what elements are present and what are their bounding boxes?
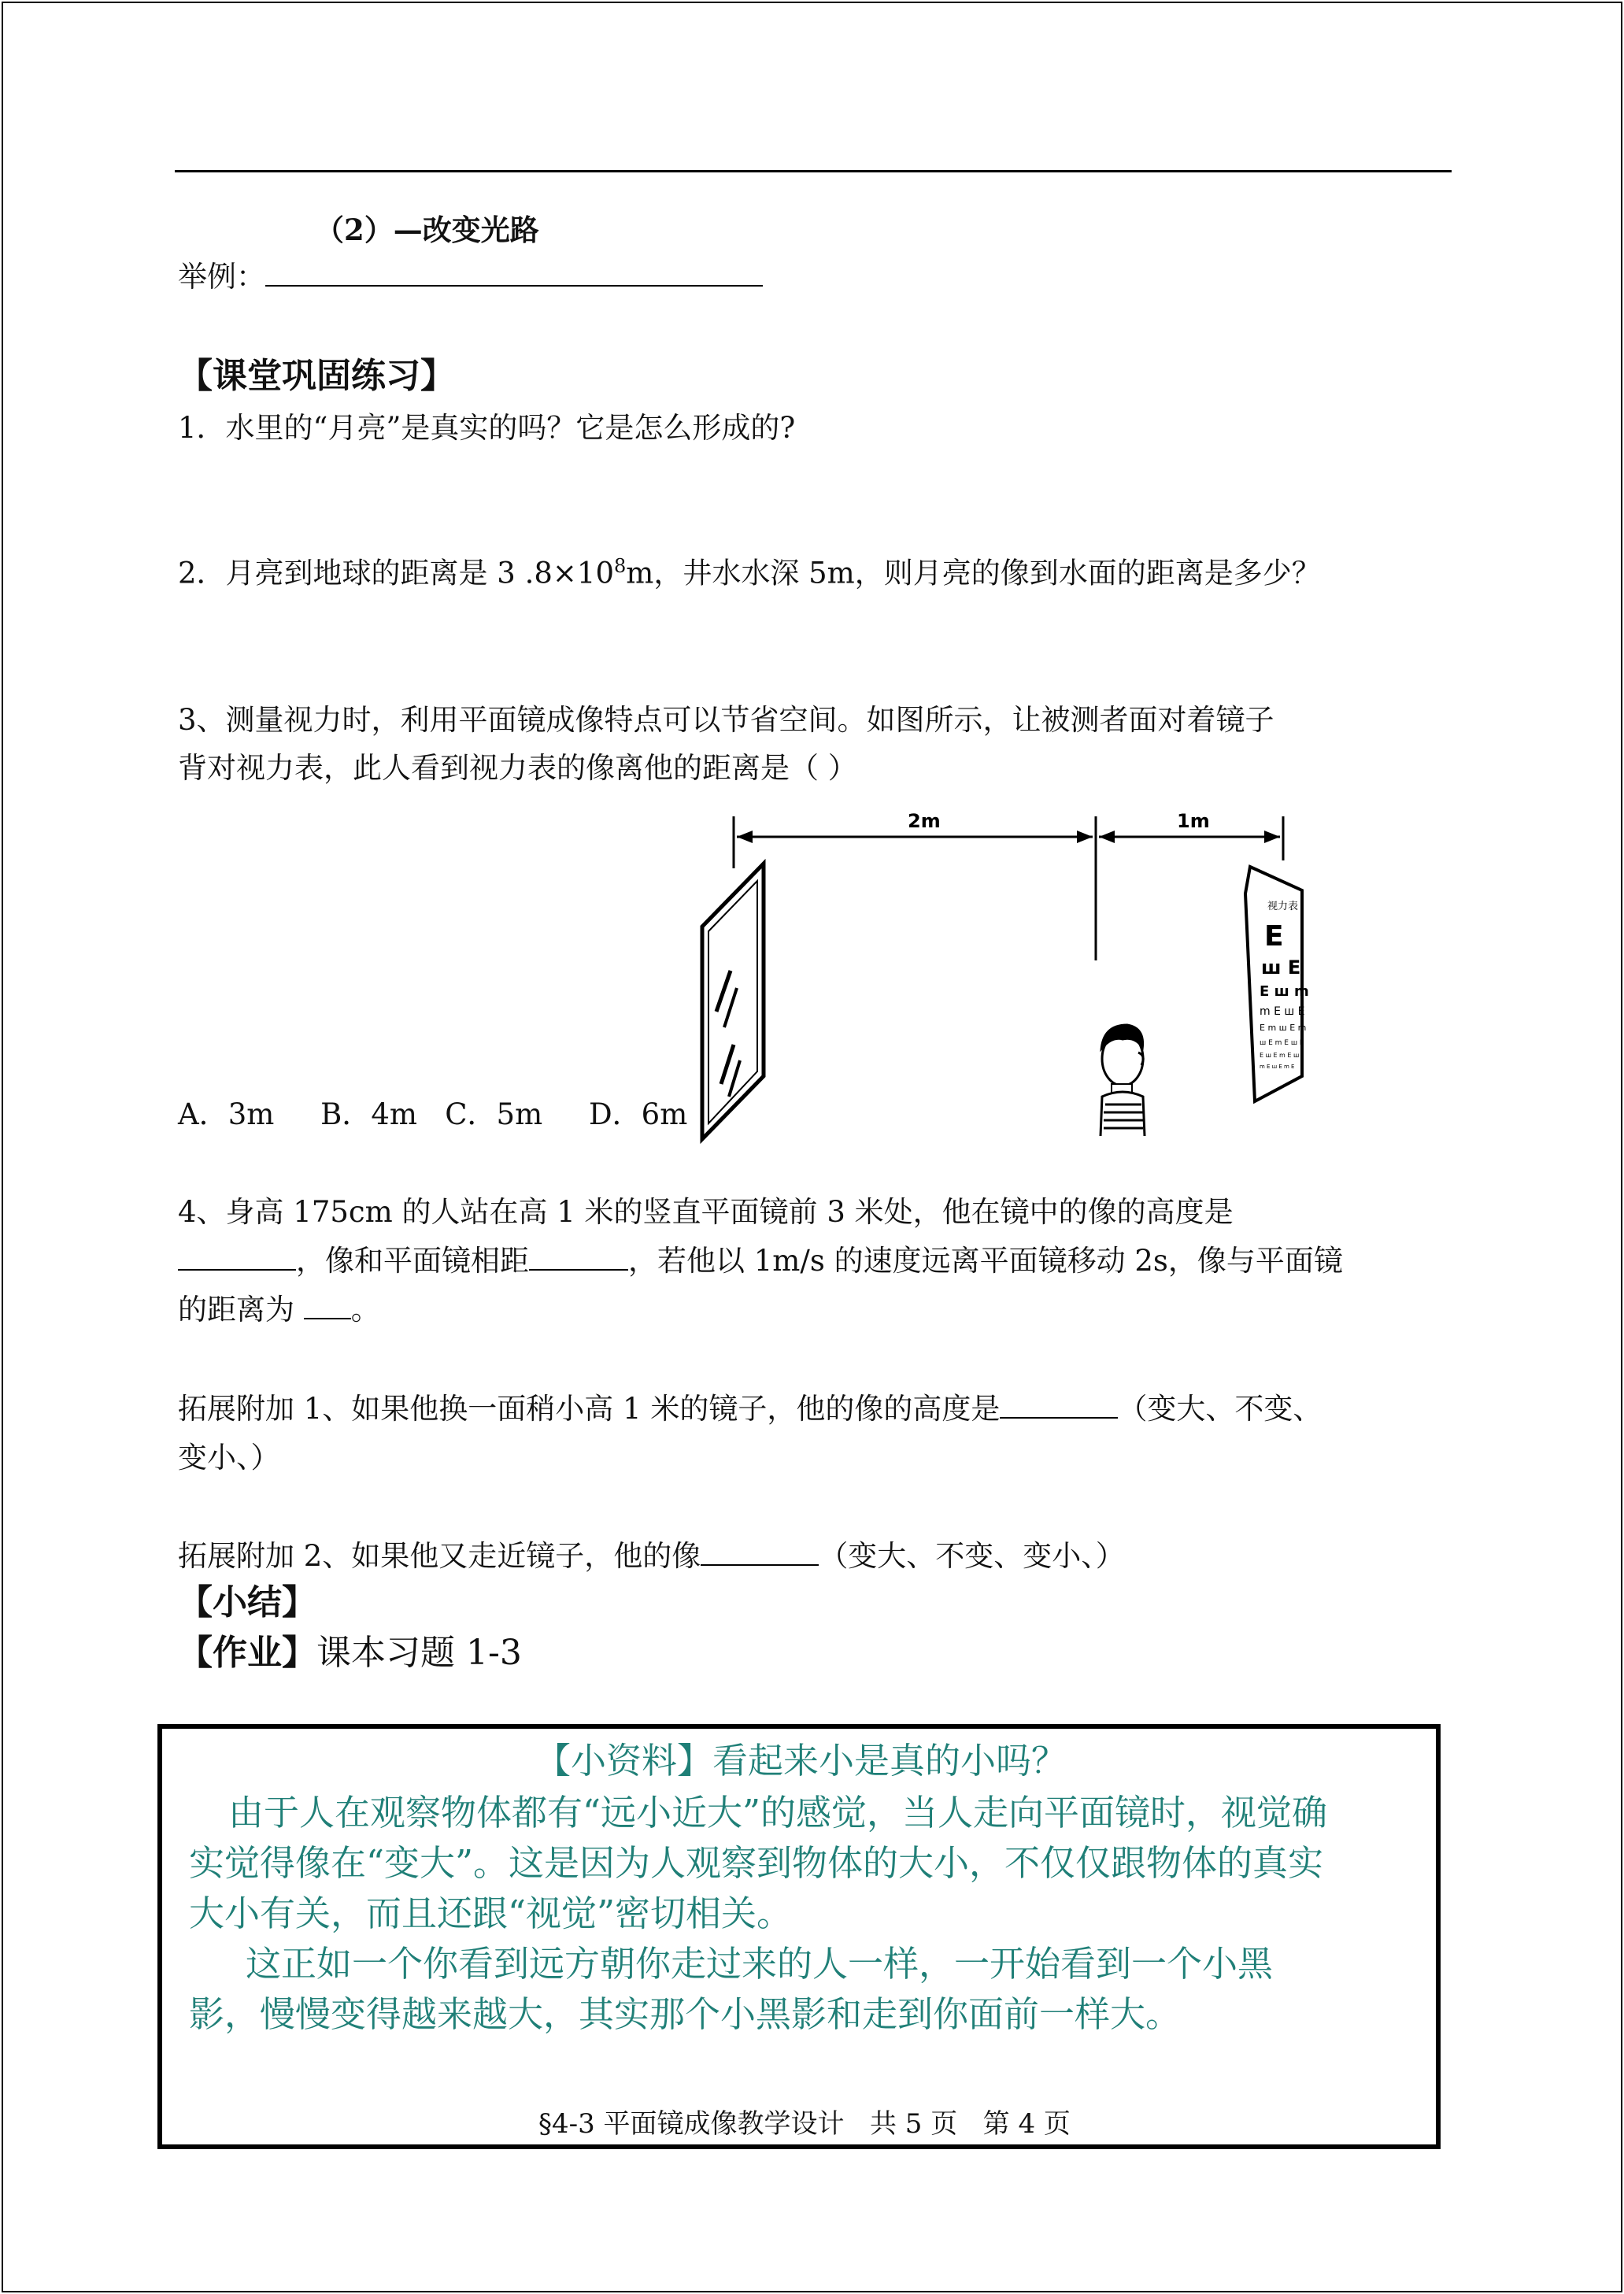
svg-text:E m ш E m: E m ш E m (1260, 1023, 1307, 1033)
question-4-line-2 (178, 1244, 1343, 1278)
question-2 (178, 555, 1321, 591)
example-blank[interactable] (265, 284, 763, 287)
extension-1-blank[interactable] (1000, 1416, 1118, 1419)
info-box-line-2: 实觉得像在“变大”。这是因为人观察到物体的大小，不仅仅跟物体的真实 (189, 1842, 1324, 1884)
example-line (178, 260, 763, 294)
svg-text:E: E (1264, 920, 1284, 953)
question-1: 1．水里的“月亮”是真实的吗？它是怎么形成的? (178, 411, 796, 445)
eye-chart-title: 视力表 (1267, 901, 1299, 912)
info-box-title: 【小资料】看起来小是真的小吗？ (535, 1740, 1067, 1782)
info-box-line-3: 大小有关，而且还跟“视觉”密切相关。 (189, 1893, 793, 1934)
info-box (157, 1724, 1441, 2149)
svg-text:m E ш E: m E ш E (1260, 1005, 1305, 1018)
header-rule (175, 170, 1452, 172)
extension-2-blank[interactable] (701, 1563, 819, 1566)
label-1m: 1m (1177, 810, 1210, 832)
question-4-line-3 (178, 1293, 380, 1327)
extension-1-text-b: （变大、不变、 (1118, 1392, 1323, 1426)
question-4-text-d: 。 (350, 1293, 380, 1326)
arrowhead (1077, 831, 1093, 843)
practice-title: 【课堂巩固练习】 (178, 356, 455, 396)
summary-title: 【小结】 (178, 1582, 316, 1622)
question-3-options: A．3m B．4m C．5m D．6m (178, 1097, 688, 1131)
info-box-line-5: 影，慢慢变得越来越大，其实那个小黑影和走到你面前一样大。 (189, 1993, 1182, 2035)
distance-blank[interactable] (529, 1268, 628, 1271)
svg-text:ш E m E ш E: ш E m E ш E (1260, 1039, 1304, 1047)
section-heading: （2）—改变光路 (315, 213, 539, 247)
extension-2 (178, 1539, 1125, 1574)
svg-text:E ш E m E ш: E ш E m E ш (1260, 1052, 1300, 1059)
question-4-text-a: ，像和平面镜相距 (296, 1244, 529, 1278)
image-distance-blank[interactable] (304, 1317, 351, 1319)
eye-chart (1245, 867, 1309, 1101)
question-4-line-1: 4、身高 175cm 的人站在高 1 米的竖直平面镜前 3 米处，他在镜中的像的高度是 (178, 1195, 1234, 1229)
question-2-exponent: 8 (614, 555, 627, 577)
question-3-line-1: 3、测量视力时，利用平面镜成像特点可以节省空间。如图所示，让被测者面对着镜子 (178, 703, 1274, 737)
extension-1-text-a: 拓展附加 1、如果他换一面稍小高 1 米的镜子，他的像的高度是 (178, 1392, 1001, 1426)
homework-title: 【作业】 (178, 1633, 316, 1673)
page-footer: §4-3 平面镜成像教学设计 共 5 页 第 4 页 (538, 2108, 1071, 2140)
question-4-text-b: ，若他以 1m/s 的速度远离平面镜移动 2s，像与平面镜 (628, 1244, 1343, 1278)
image-height-blank[interactable] (178, 1268, 296, 1271)
svg-text:E ш m: E ш m (1260, 983, 1309, 1000)
mirror-eye-chart-figure (677, 799, 1323, 1145)
svg-text:m E ш E m E: m E ш E m E (1260, 1064, 1295, 1070)
extension-1-line-2: 变小、） (178, 1441, 280, 1474)
extension-2-text-a: 拓展附加 2、如果他又走近镜子，他的像 (178, 1539, 701, 1573)
extension-1-line-1 (178, 1392, 1322, 1426)
info-box-line-4: 这正如一个你看到远方朝你走过来的人一样，一开始看到一个小黑 (246, 1943, 1274, 1985)
arrowhead (1264, 831, 1280, 843)
homework-text: 课本习题 1-3 (316, 1633, 522, 1673)
mirror (702, 864, 764, 1139)
svg-text:ш E: ш E (1261, 956, 1301, 979)
question-2-text-b: m，井水水深 5m，则月亮的像到水面的距离是多少？ (626, 556, 1321, 590)
arrowhead (1099, 831, 1115, 843)
label-2m: 2m (908, 810, 941, 832)
person (1101, 1024, 1145, 1136)
info-box-line-1: 由于人在观察物体都有“远小近大”的感觉，当人走向平面镜时，视觉确 (228, 1792, 1328, 1833)
question-3-line-2: 背对视力表，此人看到视力表的像离他的距离是（ ） (178, 751, 857, 785)
extension-2-text-b: （变大、不变、变小、） (819, 1539, 1125, 1573)
arrowhead (737, 831, 753, 843)
question-4-text-c: 的距离为 (178, 1293, 304, 1326)
question-2-text-a: 2．月亮到地球的距离是 3 .8×10 (178, 556, 614, 590)
example-label: 举例： (178, 260, 265, 294)
homework-line (178, 1633, 522, 1674)
